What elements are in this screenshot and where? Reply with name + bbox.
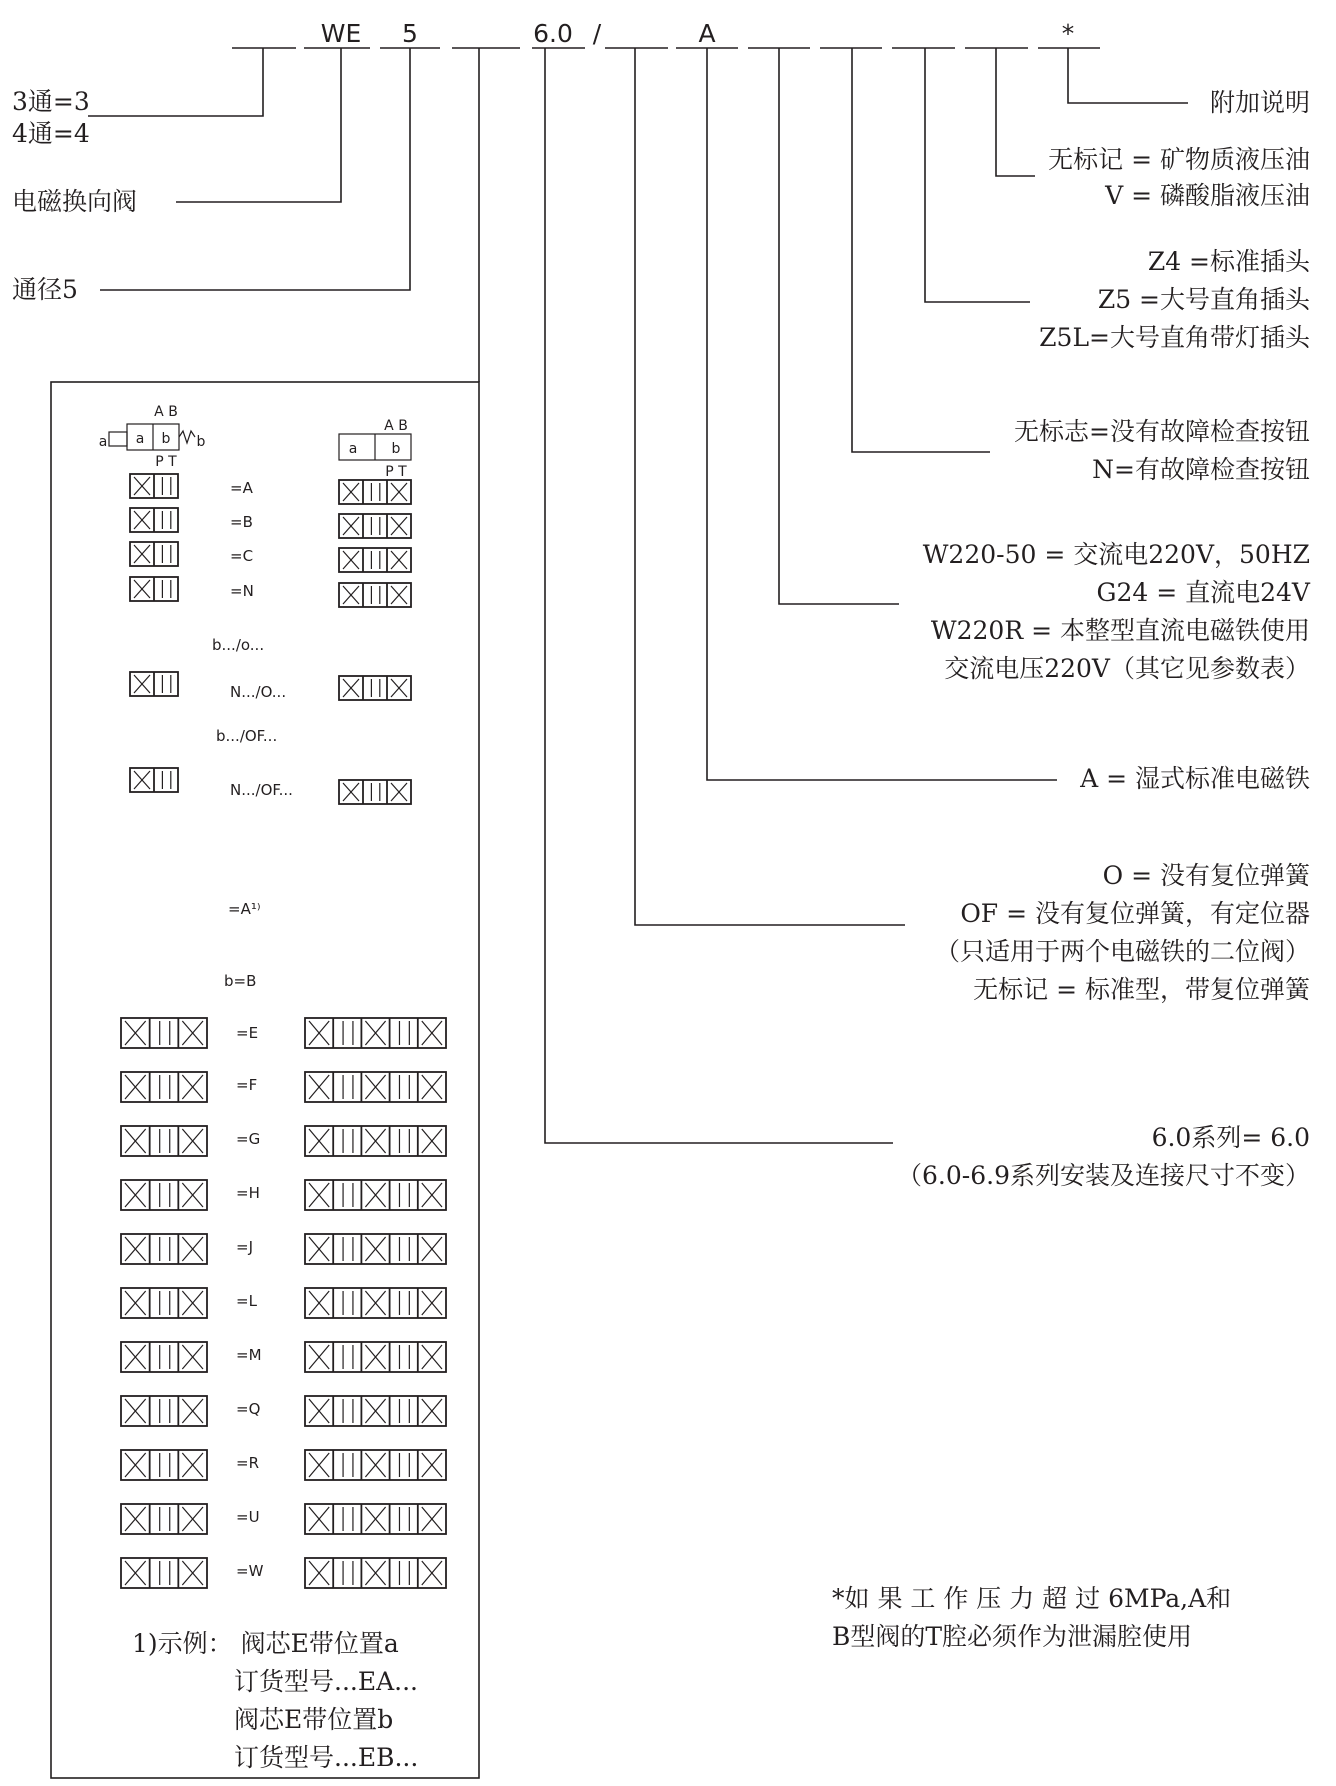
header-field-magnet: A xyxy=(698,19,716,48)
row-label-b: =B xyxy=(230,513,253,531)
spool-label-u: =U xyxy=(236,1508,260,1526)
label-fluid-phosphate: V = 磷酸脂液压油 xyxy=(1105,181,1310,210)
label-spring-note: （只适用于两个电磁铁的二位阀） xyxy=(934,937,1310,966)
spool-label-q: =Q xyxy=(236,1400,261,1418)
symbol-spool-left-9 xyxy=(121,1504,207,1534)
spring-icon xyxy=(179,431,195,443)
footnote-line-1: *如 果 工 作 压 力 超 过 6MPa,A和 xyxy=(832,1584,1232,1613)
symbol-spool-left-1 xyxy=(121,1072,207,1102)
pos-a-cell: a xyxy=(135,431,145,447)
label-spring-of: OF = 没有复位弹簧，有定位器 xyxy=(960,899,1310,928)
spool-label-m: =M xyxy=(236,1346,262,1364)
row-label-bo: b.../o... xyxy=(212,636,265,654)
right-labels xyxy=(897,88,1312,1190)
label-voltage-rectified: W220R = 本整型直流电磁铁使用 xyxy=(930,616,1310,645)
symbol-of-right xyxy=(339,780,411,804)
symbol-spool-left-0 xyxy=(121,1018,207,1048)
symbol-small-right-2 xyxy=(339,548,411,572)
label-plug-z5: Z5 =大号直角插头 xyxy=(1097,285,1310,314)
symbol-box xyxy=(51,382,479,1778)
symbol-spool-left-6 xyxy=(121,1342,207,1372)
row-label-no: N.../O... xyxy=(230,683,287,701)
label-plug-z5l: Z5L=大号直角带灯插头 xyxy=(1039,323,1310,352)
label-button-n: N=有故障检查按钮 xyxy=(1092,455,1310,484)
symbol-spool-left-5 xyxy=(121,1288,207,1318)
left-labels xyxy=(12,87,137,304)
footnote-line-2: B型阀的T腔必须作为泄漏腔使用 xyxy=(832,1622,1193,1651)
symbol-spool-left-8 xyxy=(121,1450,207,1480)
port-pt-label: P T xyxy=(155,454,177,470)
spool-label-l: =L xyxy=(236,1292,257,1310)
footnote xyxy=(832,1584,1231,1651)
pos-a-cell-2: a xyxy=(348,441,358,457)
spool-label-g: =G xyxy=(236,1130,261,1148)
example-note xyxy=(132,1629,418,1772)
label-series: 6.0系列= 6.0 xyxy=(1151,1123,1310,1152)
label-fluid-mineral: 无标记 = 矿物质液压油 xyxy=(1048,145,1310,174)
example-line-1: 1)示例： 阀芯E带位置a xyxy=(132,1629,399,1658)
symbol-spool-left-4 xyxy=(121,1234,207,1264)
label-button-none: 无标志=没有故障检查按钮 xyxy=(1014,417,1310,446)
symbol-small-right-0 xyxy=(339,480,411,504)
label-magnet: A = 湿式标准电磁铁 xyxy=(1080,764,1310,793)
spool-label-h: =H xyxy=(236,1184,260,1202)
spool-label-j: =J xyxy=(236,1238,253,1256)
row-label-c: =C xyxy=(230,547,254,565)
label-voltage-note: 交流电压220V（其它见参数表） xyxy=(944,654,1310,683)
symbol-header xyxy=(99,404,411,480)
symbol-spool-left-2 xyxy=(121,1126,207,1156)
solenoid-a xyxy=(109,432,127,446)
header-code-line xyxy=(232,19,1100,48)
spool-label-f: =F xyxy=(236,1076,258,1094)
pos-a-label: a xyxy=(98,434,108,450)
row-label-a1: =A¹⁾ xyxy=(228,900,261,918)
example-line-2: 订货型号...EA... xyxy=(234,1667,418,1696)
symbol-rows xyxy=(212,479,293,1580)
row-label-bb: b=B xyxy=(224,972,257,990)
spool-label-w: =W xyxy=(236,1562,264,1580)
pos-b-cell-2: b xyxy=(391,441,401,457)
row-label-bof: b.../OF... xyxy=(216,727,278,745)
valve-symbols xyxy=(121,474,446,1588)
header-field-slash: / xyxy=(592,19,602,48)
port-pt-label-2: P T xyxy=(385,464,407,480)
label-series-note: （6.0-6.9系列安装及连接尺寸不变） xyxy=(897,1161,1310,1190)
label-spring-o: O = 没有复位弹簧 xyxy=(1102,861,1310,890)
row-label-n: =N xyxy=(230,582,254,600)
label-3-way: 3通=3 xyxy=(12,87,90,116)
label-spring-standard: 无标记 = 标准型，带复位弹簧 xyxy=(973,975,1310,1004)
label-voltage-ac: W220-50 = 交流电220V，50HZ xyxy=(922,540,1310,569)
symbol-small-right-3 xyxy=(339,583,411,607)
port-ab-label-2: A B xyxy=(384,418,408,434)
symbol-spool-left-3 xyxy=(121,1180,207,1210)
symbol-spool-left-7 xyxy=(121,1396,207,1426)
spool-label-r: =R xyxy=(236,1454,259,1472)
example-line-3: 阀芯E带位置b xyxy=(234,1705,394,1734)
label-valve-type: 电磁换向阀 xyxy=(12,187,138,216)
header-field-series: 6.0 xyxy=(533,19,573,48)
example-line-4: 订货型号...EB... xyxy=(234,1743,419,1772)
row-label-nof: N.../OF... xyxy=(230,781,293,799)
header-field-we: WE xyxy=(320,19,362,48)
port-ab-label: A B xyxy=(154,404,178,420)
row-label-a: =A xyxy=(230,479,253,497)
pos-b-cell: b xyxy=(161,431,171,447)
label-4-way: 4通=4 xyxy=(12,119,90,148)
header-field-bore: 5 xyxy=(402,19,418,48)
pos-b-label: b xyxy=(196,434,206,450)
label-plug-z4: Z4 =标准插头 xyxy=(1147,247,1310,276)
label-bore: 通径5 xyxy=(12,275,78,304)
header-field-extra: * xyxy=(1061,19,1075,48)
symbol-o-right xyxy=(339,676,411,700)
label-extra-note: 附加说明 xyxy=(1209,88,1310,117)
spool-label-e: =E xyxy=(236,1024,259,1042)
label-voltage-dc: G24 = 直流电24V xyxy=(1096,578,1310,607)
symbol-small-right-1 xyxy=(339,514,411,538)
symbol-spool-left-10 xyxy=(121,1558,207,1588)
